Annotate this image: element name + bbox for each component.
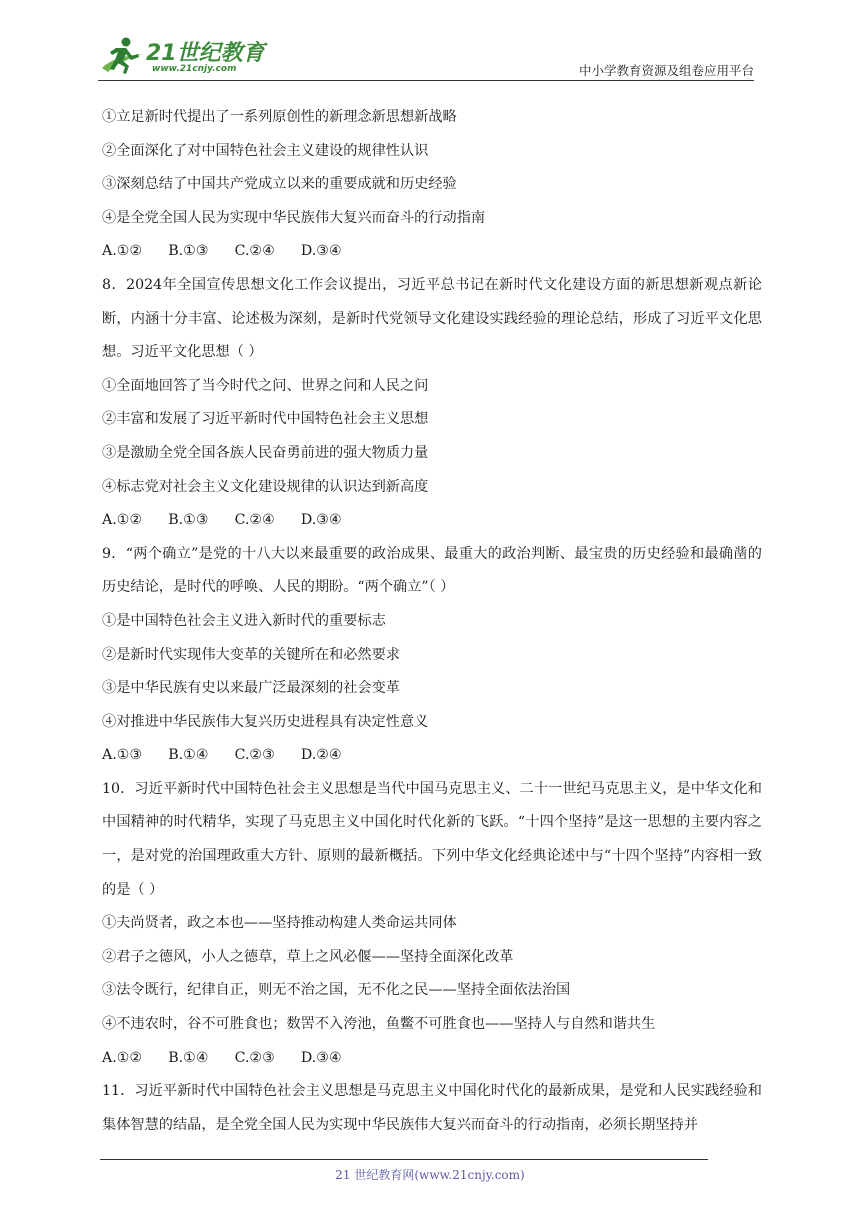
option-c: C.②④ <box>234 243 275 260</box>
question-9 <box>102 538 762 773</box>
option-d: D.③④ <box>300 1049 342 1066</box>
question-10 <box>102 773 762 1075</box>
option-c: C.②④ <box>234 512 275 529</box>
question-8 <box>102 269 762 538</box>
choice-item: ④标志党对社会主义文化建设规律的认识达到新高度 <box>102 478 429 495</box>
answer-options <box>102 504 762 538</box>
choice-item: ④不违农时，谷不可胜食也；数罟不入洿池，鱼鳖不可胜食也——坚持人与自然和谐共生 <box>102 1016 656 1033</box>
option-d: D.③④ <box>300 243 342 260</box>
choice-item: ②是新时代实现伟大变革的关键所在和必然要求 <box>102 646 400 663</box>
site-logo <box>96 34 266 80</box>
answer-options <box>102 739 762 773</box>
choice-item: ①是中国特色社会主义进入新时代的重要标志 <box>102 612 386 629</box>
page-footer: 21 世纪教育网(www.21cnjy.com) <box>335 1168 525 1182</box>
question-11 <box>102 1075 762 1142</box>
option-b: B.①④ <box>168 1049 209 1066</box>
choice-item: ②君子之德风，小人之德草，草上之风必偃——坚持全面深化改革 <box>102 948 514 965</box>
choice-item: ①夫尚贤者，政之本也——坚持推动构建人类命运共同体 <box>102 915 457 932</box>
choice-item: ①立足新时代提出了一系列原创性的新理念新思想新战略 <box>102 109 457 125</box>
choice-item: ②全面深化了对中国特色社会主义建设的规律性认识 <box>102 142 429 159</box>
option-d: D.③④ <box>300 512 342 529</box>
footer-divider <box>100 1159 708 1160</box>
option-a: A.①② <box>102 243 143 260</box>
page-header <box>0 0 860 90</box>
option-a: A.①② <box>102 1049 143 1066</box>
question-stem: 9．“两个确立”是党的十八大以来最重要的政治成果、最重大的政治判断、最宝贵的历史经验和最确凿的历史结论，是时代的呼唤、人民的期盼。“两个确立”（ ） <box>102 545 762 596</box>
runner-logo-icon <box>96 34 148 78</box>
option-b: B.①④ <box>168 747 209 764</box>
choice-item: ③深刻总结了中国共产党成立以来的重要成就和历史经验 <box>102 176 457 193</box>
choice-item: ④对推进中华民族伟大复兴历史进程具有决定性意义 <box>102 713 429 730</box>
option-a: A.①② <box>102 512 143 529</box>
brand-url: www.21cnjy.com <box>152 64 237 74</box>
brand-name: 21世纪教育 <box>146 41 265 66</box>
header-divider <box>98 80 754 81</box>
choice-item: ②丰富和发展了习近平新时代中国特色社会主义思想 <box>102 411 429 428</box>
question-stem: 10．习近平新时代中国特色社会主义思想是当代中国马克思主义、二十一世纪马克思主义，是中华文化和中国精神的时代精华，实现了马克思主义中国化时代化新的飞跃。“十四个坚持”是这一思想的主要内容之一，是对党的治国理政重大方针、原则的最新概括。下列中华文化经典论述中与“十四个坚持”内容相一致的是（ ） <box>102 780 762 898</box>
choice-item: ④是全党全国人民为实现中华民族伟大复兴而奋斗的行动指南 <box>102 209 486 226</box>
answer-options <box>102 1042 762 1076</box>
choice-item: ①全面地回答了当今时代之问、世界之问和人民之问 <box>102 377 429 394</box>
option-c: C.②③ <box>234 747 275 764</box>
option-d: D.②④ <box>300 747 342 764</box>
answer-options <box>102 235 762 269</box>
option-b: B.①③ <box>168 512 209 529</box>
question-stem: 8．2024年全国宣传思想文化工作会议提出，习近平总书记在新时代文化建设方面的新思想新观点新论断，内涵十分丰富、论述极为深刻，是新时代党领导文化建设实践经验的理论总结，形成了习近平文化思想。习近平文化思想（ ） <box>102 276 762 361</box>
option-c: C.②③ <box>234 1049 275 1066</box>
question-stem: 11．习近平新时代中国特色社会主义思想是马克思主义中国化时代化的最新成果，是党和人民实践经验和集体智慧的结晶，是全党全国人民为实现中华民族伟大复兴而奋斗的行动指南，必须长期坚持并 <box>102 1083 762 1133</box>
question-content <box>102 101 762 1142</box>
option-a: A.①③ <box>102 747 143 764</box>
question-7 <box>102 101 762 269</box>
option-b: B.①③ <box>168 243 209 260</box>
choice-item: ③是激励全党全国各族人民奋勇前进的强大物质力量 <box>102 444 429 461</box>
choice-item: ③是中华民族有史以来最广泛最深刻的社会变革 <box>102 680 400 697</box>
platform-title: 中小学教育资源及组卷应用平台 <box>578 63 754 78</box>
choice-item: ③法令既行，纪律自正，则无不治之国，无不化之民——坚持全面依法治国 <box>102 982 571 999</box>
